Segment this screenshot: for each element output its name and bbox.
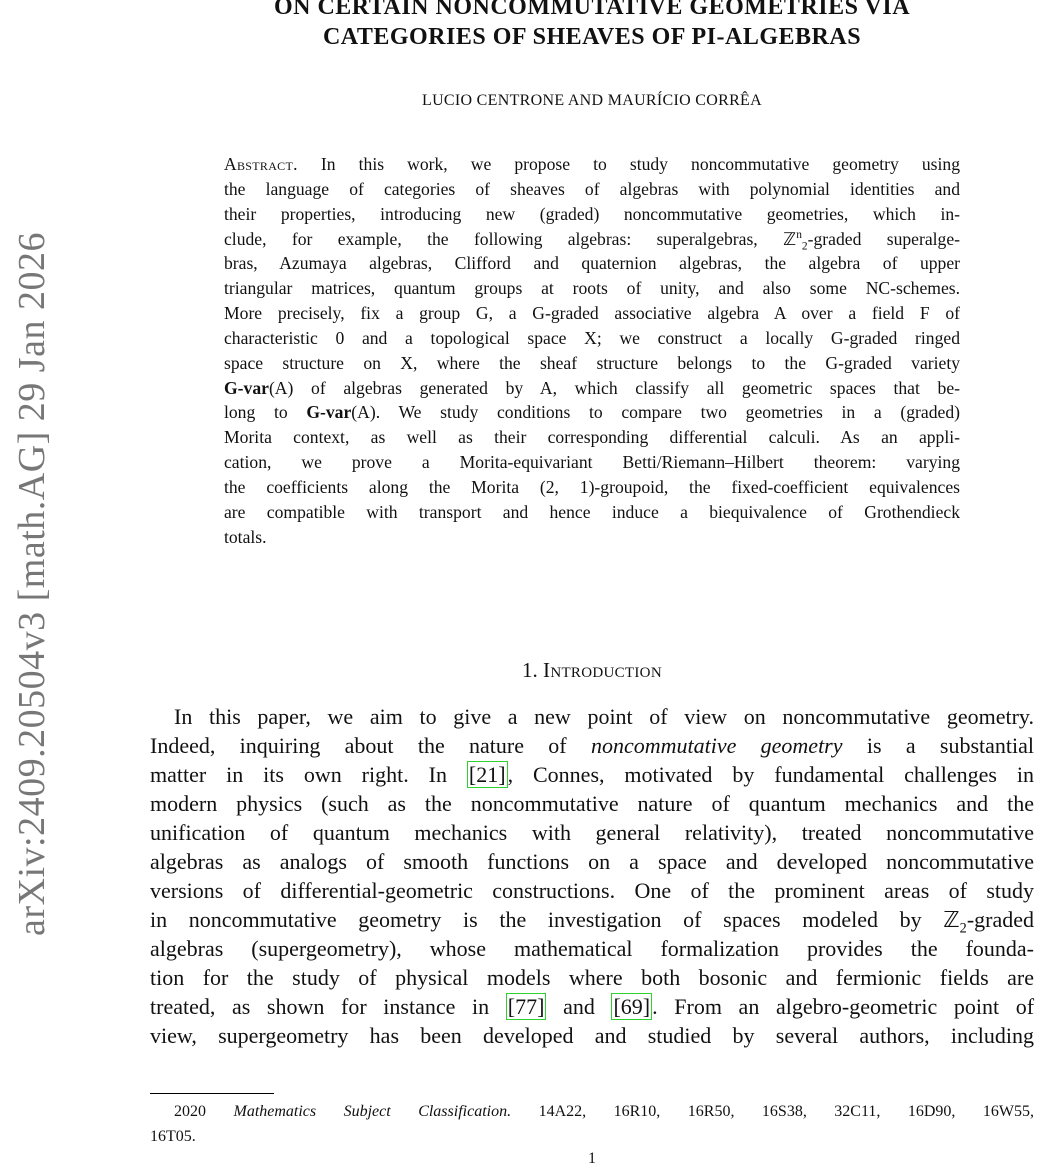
- math-z2: ℤ$_2$: [943, 907, 967, 937]
- abstract-line: long to G-var(A). We study conditions to compare two geometries in a (graded): [224, 402, 960, 423]
- abstract-line: their properties, introducing new (graded) noncommutative geometries, which in-: [224, 203, 960, 224]
- body-line: In this paper, we aim to give a new point of view on noncommutative geometry.: [174, 704, 1034, 729]
- abstract: [224, 152, 960, 550]
- abstract-line: the language of categories of sheaves of algebras with polynomial identities and: [224, 178, 960, 199]
- paper-authors: LUCIO CENTRONE AND MAURÍCIO CORRÊA: [422, 92, 762, 109]
- abstract-line: clude, for example, the following algebras: superalgebras, ℤ$^n_2$-graded superalge-: [224, 228, 960, 253]
- abstract-line: the coefficients along the Morita (2, 1)-groupoid, the fixed-coefficient equivalences: [224, 476, 960, 497]
- abstract-label: Abstract.: [224, 154, 298, 174]
- abstract-line: characteristic 0 and a topological space X; we construct a locally G-graded ringed: [224, 327, 960, 348]
- title-line: CATEGORIES OF SHEAVES OF PI-ALGEBRAS: [322, 24, 862, 50]
- abstract-line: totals.: [224, 526, 267, 547]
- abstract-line: Morita context, as well as their corresponding differential calculi. As an appli-: [224, 427, 960, 448]
- body-line: in noncommutative geometry is the investigation of spaces modeled by ℤ$_2$-graded: [150, 907, 1035, 937]
- introduction-text: [150, 702, 1034, 1050]
- abstract-line: triangular matrices, quantum groups at roots of unity, and also some NC-schemes.: [224, 278, 960, 299]
- body-line: Indeed, inquiring about the nature of noncommutative geometry is a substantial: [150, 733, 1034, 758]
- paper-title: [150, 0, 1034, 52]
- body-line: tion for the study of physical models where both bosonic and fermionic fields are: [150, 965, 1034, 990]
- body-line: treated, as shown for instance in [77] and [69]. From an algebro-geometric point of: [150, 994, 1035, 1019]
- citation-link-69[interactable]: [69]: [613, 994, 651, 1019]
- body-line: modern physics (such as the noncommutative nature of quantum mechanics and the: [150, 791, 1034, 816]
- body-line: view, supergeometry has been developed and studied by several authors, including: [150, 1023, 1034, 1048]
- citation-link-21[interactable]: [21]: [468, 762, 506, 787]
- arxiv-stamp: [0, 0, 64, 1167]
- math-z2n: ℤ$^n_2$: [783, 228, 808, 253]
- citation-link-77[interactable]: [77]: [507, 994, 545, 1019]
- body-line: versions of differential-geometric constructions. One of the prominent areas of study: [150, 878, 1034, 903]
- body-line: unification of quantum mechanics with general relativity), treated noncommutative: [150, 820, 1034, 845]
- section-heading: [150, 658, 1034, 683]
- page-number: 1: [588, 1150, 596, 1167]
- abstract-line: cation, we prove a Morita-equivariant Betti/Riemann–Hilbert theorem: varying: [224, 452, 960, 473]
- footnote-line: 16T05.: [150, 1128, 196, 1145]
- arxiv-identifier: arXiv:2409.20504v3 [math.AG] 29 Jan 2026: [11, 231, 54, 936]
- abstract-line: are compatible with transport and hence induce a biequivalence of Grothendieck: [224, 501, 960, 522]
- abstract-line: G-var(A) of algebras generated by A, which classify all geometric spaces that be-: [224, 377, 960, 398]
- abstract-line: Abstract. In this work, we propose to study noncommutative geometry using: [224, 154, 960, 174]
- section-number: 1.: [522, 658, 538, 682]
- section-title: Introduction: [543, 658, 662, 682]
- footnote-rule: [150, 1093, 274, 1094]
- abstract-line: More precisely, fix a group G, a G-graded associative algebra A over a field F of: [224, 303, 960, 324]
- title-line: ON CERTAIN NONCOMMUTATIVE GEOMETRIES VIA: [273, 0, 911, 20]
- body-line: matter in its own right. In [21], Connes, motivated by fundamental challenges in: [150, 762, 1035, 787]
- footnote-line: 2020 Mathematics Subject Classification. 14A22, 16R10, 16R50, 16S38, 32C11, 16D90, 16W55,: [174, 1103, 1035, 1120]
- abstract-line: space structure on X, where the sheaf structure belongs to the G-graded variety: [224, 352, 960, 373]
- body-line: algebras as analogs of smooth functions on a space and developed noncommutative: [150, 849, 1034, 874]
- abstract-line: bras, Azumaya algebras, Clifford and quaternion algebras, the algebra of upper: [224, 253, 960, 274]
- footnote: [150, 1099, 1034, 1149]
- body-line: algebras (supergeometry), whose mathematical formalization provides the founda-: [150, 936, 1034, 961]
